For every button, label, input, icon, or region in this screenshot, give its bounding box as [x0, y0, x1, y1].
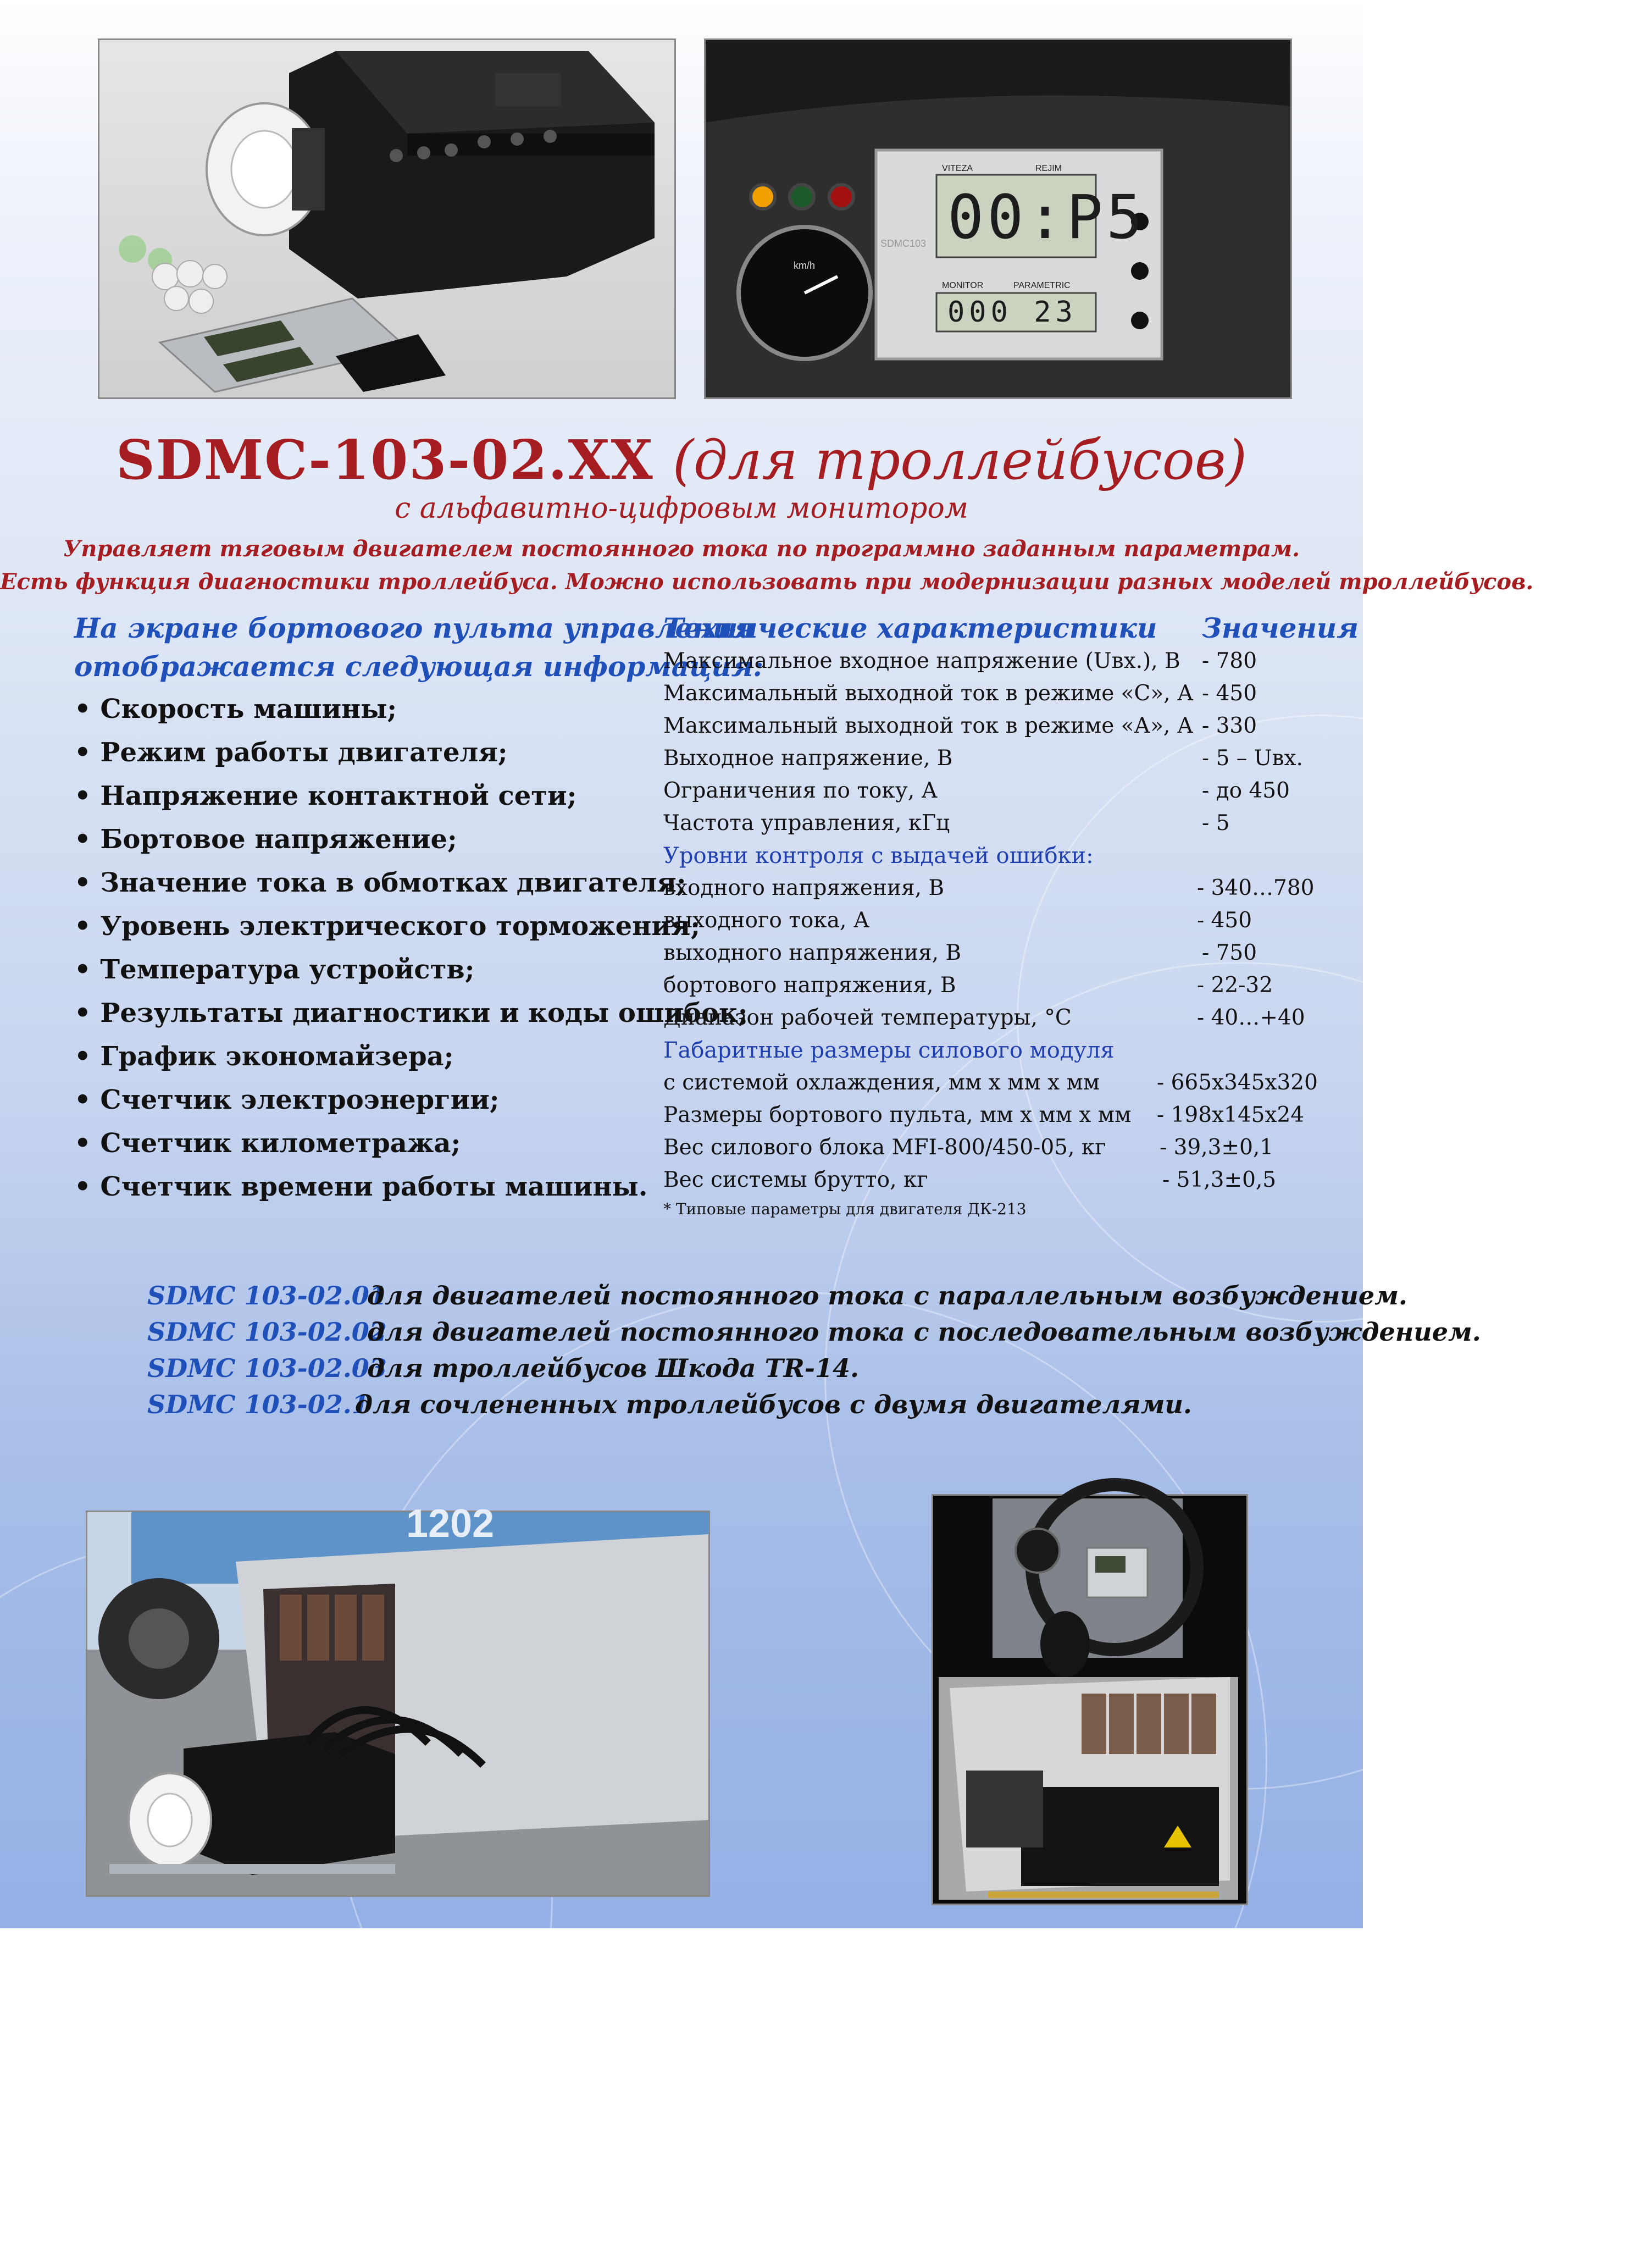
spec-value: - 51,3±0,5	[1162, 1168, 1277, 1192]
display-info-item: • Режим работы двигателя;	[74, 737, 508, 768]
variant-line	[147, 1390, 1192, 1419]
display-info-item: • Бортовое напряжение;	[74, 824, 457, 855]
spec-param: Максимальный выходной ток в режиме «С», А	[663, 681, 1194, 706]
description-line-2: Есть функция диагностики троллейбуса. Можно использовать при модернизации разных моделей троллейбусов.	[0, 569, 1534, 595]
variant-desc: для двигателей постоянного тока с параллельным возбуждением.	[367, 1281, 1407, 1310]
display-info-item: • Температура устройств;	[74, 954, 475, 985]
display-info-item: • Счетчик времени работы машины.	[74, 1171, 648, 1202]
spec-value: - 450	[1202, 681, 1257, 706]
variant-code: SDMC 103-02.1	[147, 1390, 369, 1419]
spec-value: - 198х145х24	[1157, 1103, 1305, 1127]
title-suffix: (для троллейбусов)	[672, 429, 1248, 492]
spec-param: Частота управления, кГц	[663, 811, 950, 836]
spec-param: с системой охлаждения, мм х мм х мм	[663, 1070, 1100, 1095]
spec-param: Диапазон рабочей температуры, °С	[663, 1005, 1072, 1030]
label-rejim: REJIM	[1035, 164, 1062, 173]
specs-values-heading: Значения	[1202, 612, 1359, 644]
spec-value: - 330	[1202, 713, 1257, 738]
photo-installed-unit	[86, 1502, 710, 1897]
display-info-item: • Значение тока в обмотках двигателя;	[74, 867, 686, 898]
display-info-item: • Уровень электрического торможения;	[74, 911, 701, 942]
variant-line	[147, 1317, 1481, 1347]
specs-heading: Технические характеристики	[663, 612, 1157, 644]
spec-section: Габаритные размеры силового модуля	[663, 1038, 1115, 1063]
display-info-item: • Скорость машины;	[74, 694, 397, 724]
label-speed-unit: km/h	[794, 260, 816, 271]
spec-param: Максимальный выходной ток в режиме «А», А	[663, 713, 1194, 738]
spec-param: Максимальное входное напряжение (Uвх.), В	[663, 649, 1180, 673]
variant-code: SDMC 103-02.01	[147, 1281, 387, 1310]
spec-value: - 450	[1197, 908, 1252, 933]
specs-footnote: * Типовые параметры для двигателя ДК-213	[663, 1200, 1027, 1218]
photo-cab-and-compartment	[932, 1494, 1248, 1905]
display-info-item: • Счетчик километража;	[74, 1128, 461, 1159]
spec-value: - 780	[1202, 649, 1257, 673]
page-subtitle: с альфавитно-цифровым монитором	[395, 492, 968, 525]
variant-code: SDMC 103-02.02	[147, 1317, 387, 1347]
title-model: SDMC-103-02.XX	[115, 429, 654, 492]
spec-value: - до 450	[1202, 778, 1290, 803]
spec-value: - 22-32	[1197, 973, 1273, 998]
label-viteza: VITEZA	[942, 164, 973, 173]
display-info-item: • Результаты диагностики и коды ошибок;	[74, 998, 748, 1028]
spec-value: - 665х345х320	[1157, 1070, 1318, 1095]
label-parametric: PARAMETRIC	[1013, 281, 1071, 290]
spec-param: выходного напряжения, В	[663, 941, 962, 965]
variant-desc: для сочлененных троллейбусов с двумя двигателями.	[355, 1390, 1192, 1419]
lcd-secondary-readout: 000 23	[947, 296, 1077, 329]
label-monitor: MONITOR	[942, 281, 984, 290]
display-info-item: • Напряжение контактной сети;	[74, 781, 577, 811]
spec-param: бортового напряжения, В	[663, 973, 956, 998]
display-info-item: • Счетчик электроэнергии;	[74, 1085, 500, 1115]
spec-value: - 39,3±0,1	[1160, 1135, 1274, 1160]
spec-param: Вес силового блока MFI-800/450-05, кг	[663, 1135, 1106, 1160]
spec-param: Вес системы брутто, кг	[663, 1168, 928, 1192]
label-brand: SDMC103	[880, 238, 927, 249]
display-info-heading-1: На экране бортового пульта управления	[74, 612, 755, 644]
display-info-item: • График экономайзера;	[74, 1041, 454, 1072]
variant-desc: для двигателей постоянного тока с последовательным возбуждением.	[367, 1317, 1481, 1347]
lcd-main-readout: 00:P5	[947, 182, 1146, 252]
variant-desc: для троллейбусов Шкода TR-14.	[367, 1353, 860, 1383]
description-line-1: Управляет тяговым двигателем постоянного тока по программно заданным параметрам.	[63, 536, 1300, 562]
page-title	[0, 429, 1363, 492]
spec-value: - 5	[1202, 811, 1230, 836]
spec-param: выходного тока, А	[663, 908, 870, 933]
variant-line	[147, 1353, 859, 1383]
display-info-heading-2: отображается следующая информация:	[74, 650, 763, 683]
photo-dashboard-monitor	[704, 38, 1292, 399]
spec-section: Уровни контроля с выдачей ошибки:	[663, 843, 1094, 868]
spec-param: Ограничения по току, А	[663, 778, 938, 803]
spec-param: входного напряжения, В	[663, 876, 945, 900]
variant-code: SDMC 103-02.03	[147, 1353, 387, 1383]
spec-value: - 750	[1202, 941, 1257, 965]
photo-power-unit	[98, 38, 676, 399]
spec-value: - 340…780	[1197, 876, 1315, 900]
variant-line	[147, 1281, 1407, 1310]
bus-number: 1202	[406, 1502, 495, 1546]
spec-value: - 5 – Uвх.	[1202, 746, 1303, 771]
spec-value: - 40…+40	[1197, 1005, 1305, 1030]
spec-param: Выходное напряжение, В	[663, 746, 953, 771]
spec-param: Размеры бортового пульта, мм х мм х мм	[663, 1103, 1132, 1127]
